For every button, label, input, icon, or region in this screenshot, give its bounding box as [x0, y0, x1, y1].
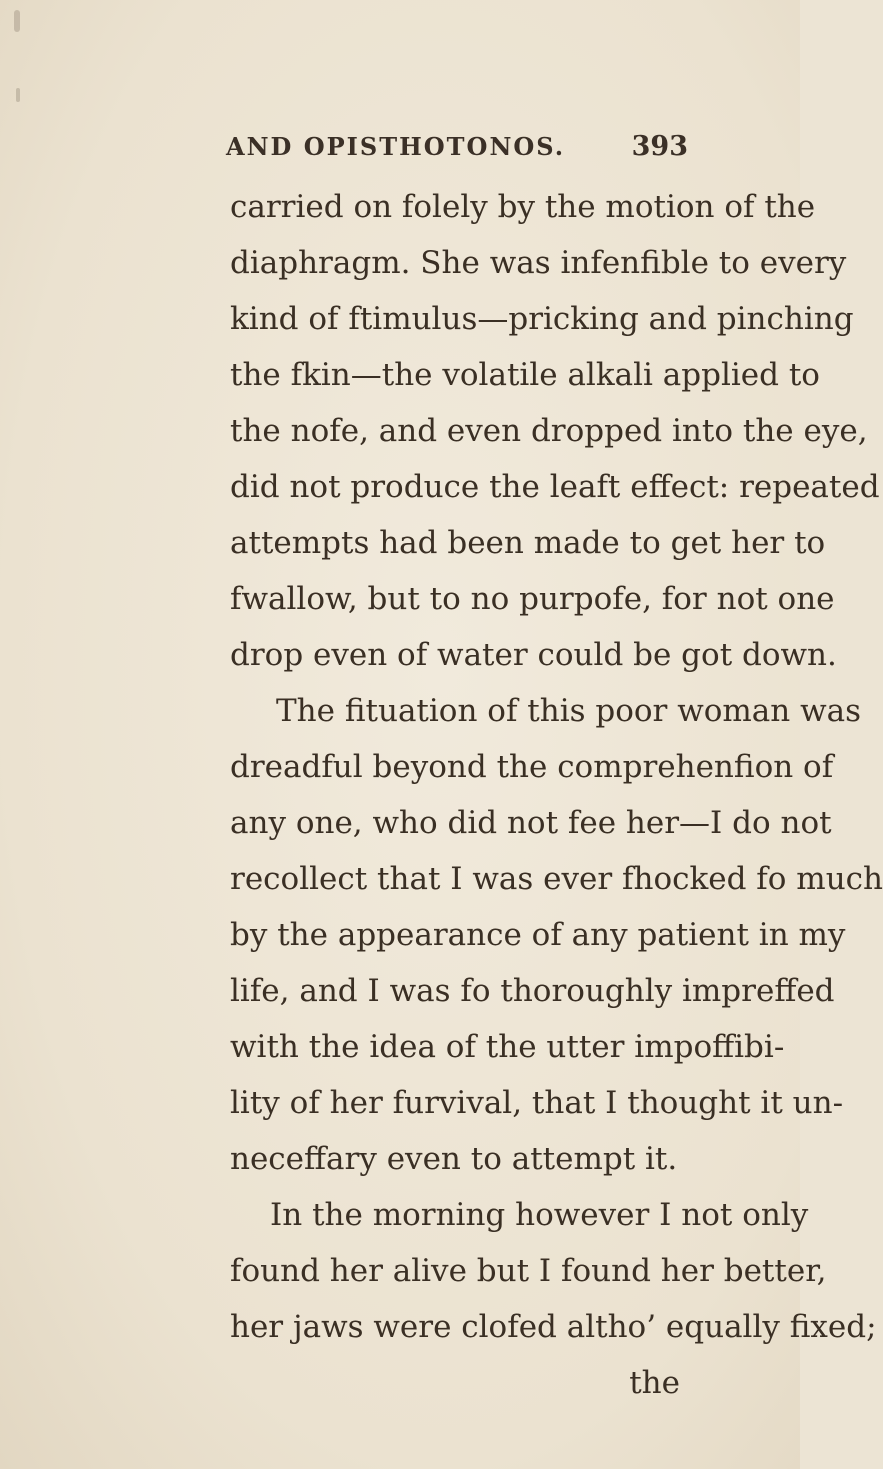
- text-line: fwallow, but to no purpofe, for not one: [230, 581, 835, 617]
- text-line: kind of ftimulus—pricking and pinching: [230, 301, 854, 337]
- text-line: found her alive but I found her better,: [230, 1253, 827, 1289]
- text-line: dreadful beyond the comprehenfion of: [230, 749, 834, 785]
- text-line: by the appearance of any patient in my: [230, 917, 846, 953]
- text-line: In the morning however I not only: [270, 1197, 809, 1233]
- page-number: 393: [631, 130, 688, 162]
- text-line: diaphragm. She was infenfible to every: [230, 245, 847, 281]
- text-line: any one, who did not fee her—I do not: [230, 805, 832, 841]
- text-line: life, and I was fo thoroughly impreffed: [230, 973, 835, 1009]
- text-line: drop even of water could be got down.: [230, 637, 837, 673]
- text-line: with the idea of the utter impoffibi-: [230, 1029, 785, 1065]
- text-line: The fituation of this poor woman was: [276, 693, 862, 729]
- text-line: attempts had been made to get her to: [230, 525, 826, 561]
- running-head: [226, 128, 688, 164]
- text-line: did not produce the leaft effect: repeated: [230, 469, 880, 505]
- text-line: the nofe, and even dropped into the eye,: [230, 413, 868, 449]
- text-line: carried on folely by the motion of the: [230, 189, 816, 225]
- page-blemish: [16, 88, 20, 102]
- text-line: lity of her furvival, that I thought it un-: [230, 1085, 844, 1121]
- running-title: AND OPISTHOTONOS.: [226, 131, 566, 161]
- text-line: her jaws were clofed altho’ equally fixed;: [230, 1309, 877, 1345]
- text-line: recollect that I was ever fhocked fo much: [230, 861, 883, 897]
- page-blemish: [14, 10, 20, 32]
- text-line: the fkin—the volatile alkali applied to: [230, 357, 820, 393]
- catchword: the: [629, 1365, 680, 1401]
- text-line: neceffary even to attempt it.: [230, 1141, 678, 1177]
